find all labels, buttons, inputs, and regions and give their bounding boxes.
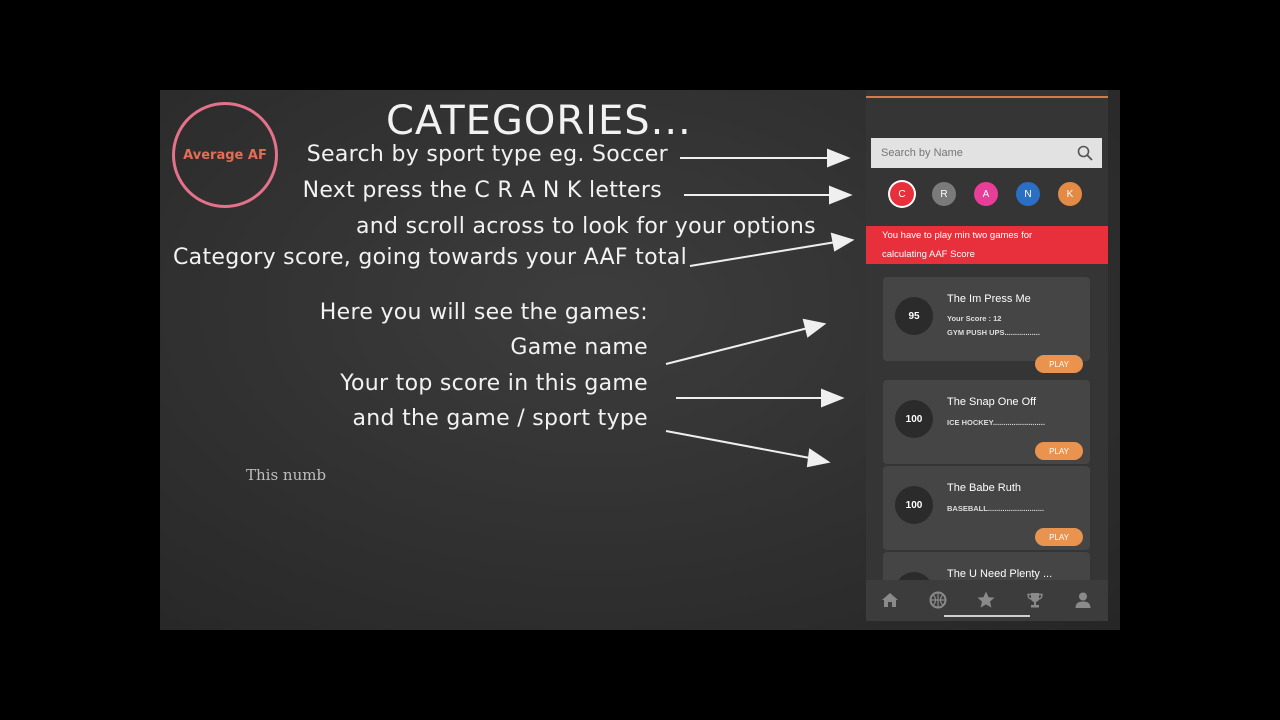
game-type: GYM PUSH UPS................. [947,328,1040,337]
game-name: The U Need Plenty ... [947,568,1053,580]
chalkboard [160,90,1120,630]
top-divider [866,96,1108,98]
game-score: 100 [895,486,933,524]
game-name: The Im Press Me [947,293,1031,305]
arrow-search [680,150,848,166]
play-button[interactable]: PLAY [1035,442,1083,460]
caption-category-score: Category score, going towards your AAF total [173,245,687,270]
game-type: ICE HOCKEY......................... [947,418,1045,427]
game-card[interactable] [883,466,1090,550]
crank-n-label: N [1024,188,1032,200]
game-type: BASEBALL........................... [947,504,1045,513]
star-icon[interactable] [976,590,996,610]
crank-k-label: K [1066,188,1074,200]
crank-c-button[interactable] [890,182,914,206]
crank-k-button[interactable] [1058,182,1082,206]
caption-scroll: and scroll across to look for your options [356,214,816,239]
search-bar[interactable] [871,138,1102,168]
slide-title: CATEGORIES... [386,98,692,144]
search-input[interactable] [879,146,1076,160]
profile-icon[interactable] [1073,590,1093,610]
caption-top-score: Your top score in this game [340,371,648,396]
home-icon[interactable] [880,590,900,610]
min-games-banner [866,226,1108,264]
phone-screen [866,90,1108,621]
play-button[interactable]: PLAY [1035,355,1083,373]
crank-c-label: C [898,188,906,200]
bottom-nav [866,580,1108,621]
crank-n-button[interactable] [1016,182,1040,206]
arrow-top-score [676,390,842,406]
ball-icon[interactable] [928,590,948,610]
game-card[interactable] [883,277,1090,369]
crank-r-label: R [940,188,948,200]
crank-a-button[interactable] [974,182,998,206]
banner-line-1: You have to play min two games for [882,230,1033,241]
game-card[interactable] [883,380,1090,464]
logo-text: Average AF [183,147,267,163]
caption-sport-type: and the game / sport type [352,406,648,431]
banner-line-2: calculating AAF Score [882,249,975,260]
arrow-game-name [666,320,824,364]
nav-indicator [944,615,1030,617]
game-name: The Snap One Off [947,396,1037,408]
game-score: 95 [895,297,933,335]
arrow-sport-type [666,431,828,466]
arrow-crank [684,187,850,203]
trophy-icon[interactable] [1025,590,1045,610]
faint-text: This numb [246,466,327,484]
caption-games: Here you will see the games: [319,300,648,325]
caption-game-name: Game name [510,335,648,360]
caption-search: Search by sport type eg. Soccer [306,142,668,167]
crank-letters [866,182,1108,208]
crank-a-label: A [982,188,990,200]
caption-crank: Next press the C R A N K letters [302,178,662,203]
game-name: The Babe Ruth [947,482,1021,494]
search-icon[interactable] [1076,144,1094,162]
play-button[interactable]: PLAY [1035,528,1083,546]
game-score: 100 [895,400,933,438]
crank-r-button[interactable] [932,182,956,206]
your-score: Your Score : 12 [947,314,1002,323]
arrow-banner [690,234,852,266]
